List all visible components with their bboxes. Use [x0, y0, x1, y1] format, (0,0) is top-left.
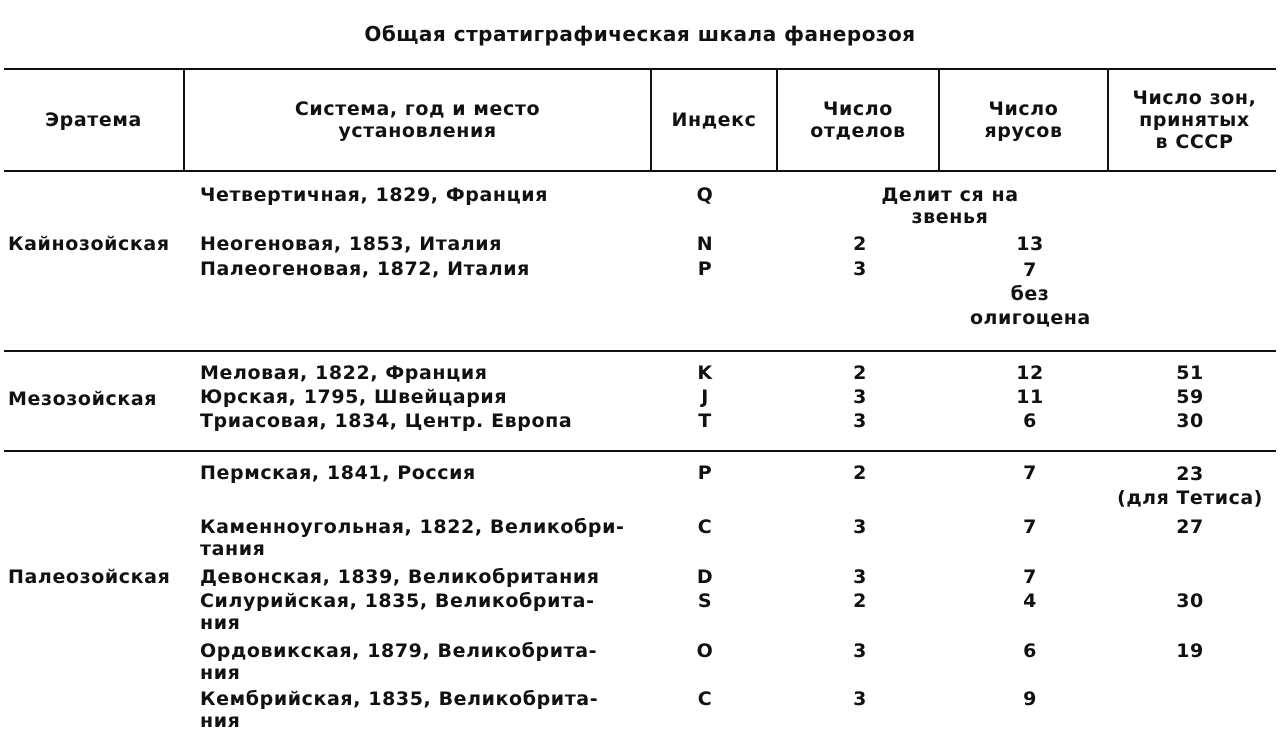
system-cell: Палеогеновая, 1872, Италия — [200, 258, 530, 280]
index-cell: Q — [696, 184, 714, 206]
departments-cell: 2 — [853, 590, 867, 612]
header-departments — [778, 70, 938, 170]
system-cell: Пермская, 1841, Россия — [200, 462, 476, 484]
departments-cell: 3 — [853, 258, 867, 280]
era-mesozoic: Мезозойская — [8, 388, 158, 410]
stages-cell: 7 — [1023, 462, 1037, 484]
cenozoic-divider — [4, 350, 1276, 352]
stages-cell: 9 — [1023, 688, 1037, 710]
zones-cell: 51 — [1176, 362, 1204, 384]
header-index — [652, 70, 776, 170]
span-note-cell: Делит ся на звенья — [881, 184, 1019, 228]
index-cell: P — [697, 258, 713, 280]
header-eratema-label: Эратема — [45, 109, 142, 131]
system-cell: Меловая, 1822, Франция — [200, 362, 488, 384]
stages-cell: 7 — [1023, 566, 1037, 588]
index-cell: N — [696, 233, 714, 255]
departments-cell: 2 — [853, 362, 867, 384]
index-cell: T — [698, 410, 712, 432]
header-stages-label: Число ярусов — [984, 98, 1063, 142]
system-cell: Каменноугольная, 1822, Великобри- тания — [200, 516, 625, 560]
zones-cell: 30 — [1176, 590, 1204, 612]
stages-cell: 7 без олигоцена — [970, 259, 1091, 329]
index-cell: J — [701, 386, 709, 408]
stages-cell: 12 — [1016, 362, 1044, 384]
departments-cell: 3 — [853, 516, 867, 538]
stages-cell: 6 — [1023, 640, 1037, 662]
stages-cell: 13 — [1016, 233, 1044, 255]
header-index-label: Индекс — [671, 109, 757, 131]
system-cell: Девонская, 1839, Великобритания — [200, 566, 600, 588]
stages-cell: 4 — [1023, 590, 1037, 612]
header-zones-label: Число зон, принятых в СССР — [1132, 87, 1257, 153]
header-system-label: Система, год и место установления — [294, 98, 541, 142]
departments-cell: 3 — [853, 566, 867, 588]
header-bottom-rule — [4, 170, 1276, 172]
departments-cell: 3 — [853, 688, 867, 710]
header-system — [185, 70, 650, 170]
system-cell: Юрская, 1795, Швейцария — [200, 386, 508, 408]
zones-cell: 59 — [1176, 386, 1204, 408]
departments-cell: 3 — [853, 640, 867, 662]
mesozoic-divider — [4, 450, 1276, 452]
stages-cell: 7 — [1023, 516, 1037, 538]
index-cell: D — [696, 566, 714, 588]
system-cell: Кембрийская, 1835, Великобрита- ния — [200, 688, 599, 732]
system-cell: Триасовая, 1834, Центр. Европа — [200, 410, 573, 432]
zones-cell: 23 (для Тетиса) — [1117, 463, 1263, 509]
index-cell: S — [697, 590, 713, 612]
index-cell: C — [697, 516, 713, 538]
zones-cell: 27 — [1176, 516, 1204, 538]
index-cell: C — [697, 688, 713, 710]
system-cell: Силурийская, 1835, Великобрита- ния — [200, 590, 595, 634]
index-cell: P — [697, 462, 713, 484]
zones-cell: 19 — [1176, 640, 1204, 662]
stages-cell: 11 — [1016, 386, 1044, 408]
system-cell: Ордовикская, 1879, Великобрита- ния — [200, 640, 598, 684]
system-cell: Неогеновая, 1853, Италия — [200, 233, 502, 255]
stages-cell: 6 — [1023, 410, 1037, 432]
zones-cell: 30 — [1176, 410, 1204, 432]
header-eratema — [4, 70, 183, 170]
departments-cell: 2 — [853, 462, 867, 484]
index-cell: O — [696, 640, 714, 662]
departments-cell: 2 — [853, 233, 867, 255]
era-cenozoic: Кайнозойская — [8, 233, 170, 255]
departments-cell: 3 — [853, 410, 867, 432]
header-stages — [940, 70, 1107, 170]
system-cell: Четвертичная, 1829, Франция — [200, 184, 549, 206]
era-paleozoic: Палеозойская — [8, 566, 171, 588]
header-zones — [1109, 70, 1280, 170]
header-departments-label: Число отделов — [810, 98, 906, 142]
departments-cell: 3 — [853, 386, 867, 408]
index-cell: K — [697, 362, 713, 384]
page-title: Общая стратиграфическая шкала фанерозоя — [364, 22, 916, 46]
